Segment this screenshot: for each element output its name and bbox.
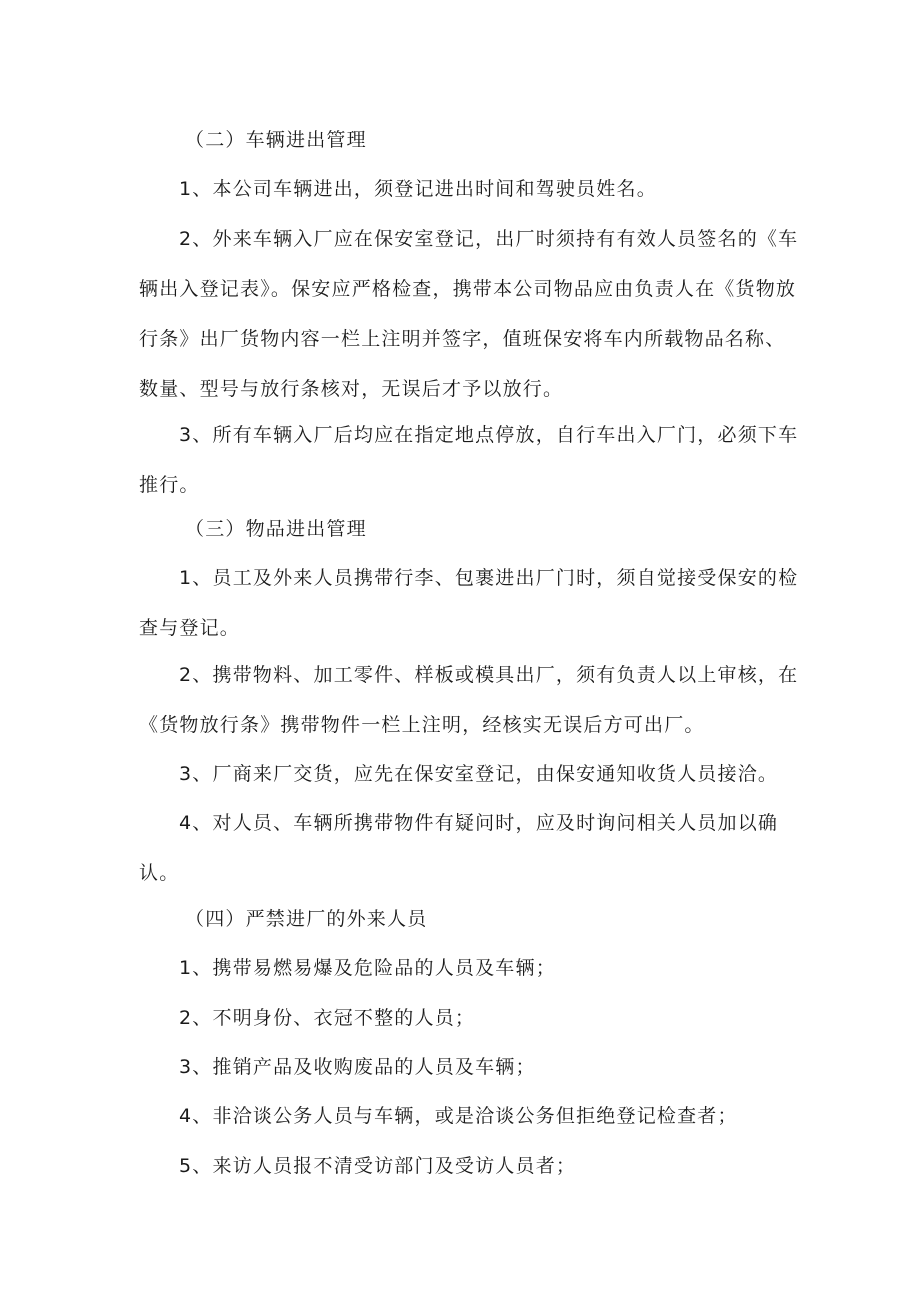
paragraph-vehicle-rule-3: 3、所有车辆入厂后均应在指定地点停放，自行车出入厂门，必须下车推行。 [139, 424, 799, 496]
section-heading-prohibited-visitors: （四）严禁进厂的外来人员 [185, 908, 428, 930]
section-heading-vehicle-management: （二）车辆进出管理 [185, 129, 367, 151]
paragraph-goods-rule-1: 1、员工及外来人员携带行李、包裹进出厂门时，须自觉接受保安的检查与登记。 [139, 567, 799, 639]
paragraph-vehicle-rule-2: 2、外来车辆入厂应在保安室登记，出厂时须持有有效人员签名的《车辆出入登记表》。保安应严格检查，携带本公司物品应由负责人在《货物放行条》出厂货物内容一栏上注明并签字，值班保安将车内所载物品名称、数量、型号与放行条核对，无误后才予以放行。 [139, 228, 799, 400]
list-item-prohibited-5: 5、来访人员报不清受访部门及受访人员者； [179, 1155, 577, 1177]
section-heading-goods-management: （三）物品进出管理 [185, 518, 367, 540]
paragraph-goods-rule-4: 4、对人员、车辆所携带物件有疑问时，应及时询问相关人员加以确认。 [139, 812, 779, 884]
list-item-prohibited-4: 4、非洽谈公务人员与车辆，或是洽谈公务但拒绝登记检查者； [179, 1105, 738, 1127]
list-item-prohibited-3: 3、推销产品及收购废品的人员及车辆； [179, 1056, 536, 1078]
paragraph-goods-rule-2: 2、携带物料、加工零件、样板或模具出厂，须有负责人以上审核，在《货物放行条》携带物件一栏上注明，经核实无误后方可出厂。 [139, 664, 799, 736]
list-item-prohibited-2: 2、不明身份、衣冠不整的人员； [179, 1007, 476, 1029]
paragraph-goods-rule-3: 3、厂商来厂交货，应先在保安室登记，由保安通知收货人员接洽。 [179, 763, 779, 785]
paragraph-vehicle-rule-1: 1、本公司车辆进出，须登记进出时间和驾驶员姓名。 [179, 178, 657, 200]
list-item-prohibited-1: 1、携带易燃易爆及危险品的人员及车辆； [179, 957, 556, 979]
